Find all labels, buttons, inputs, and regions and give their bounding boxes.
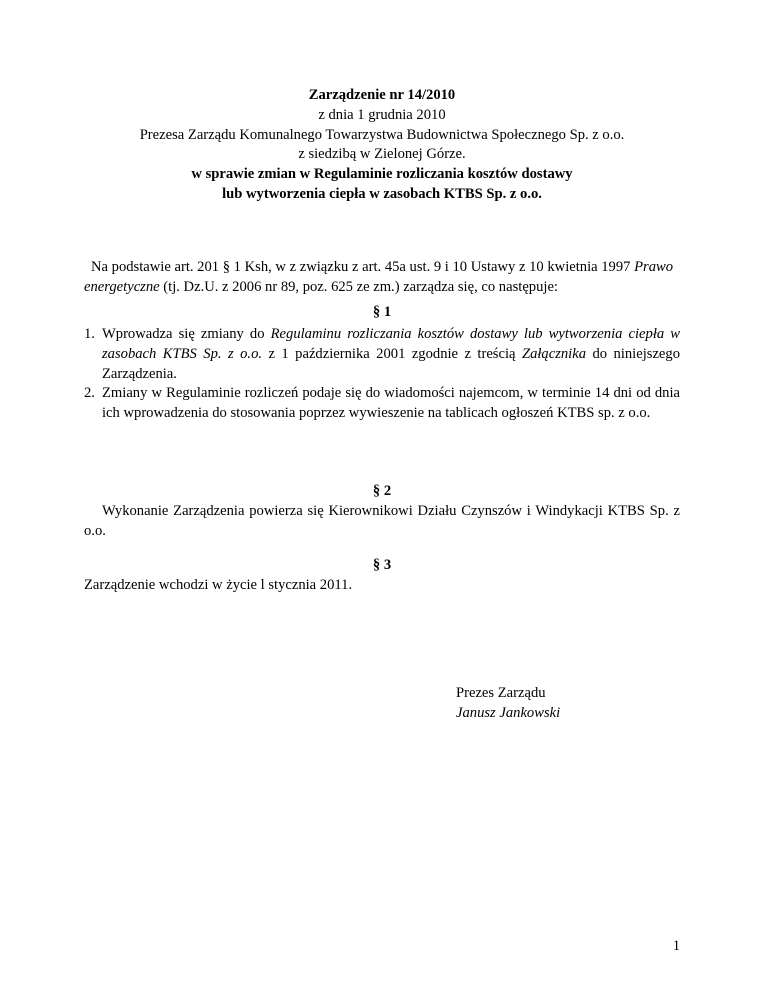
section-2-title: § 2 xyxy=(372,483,392,499)
section-3-text: Zarządzenie wchodzi w życie l stycznia 2011. xyxy=(84,577,353,593)
signature-name-text: Janusz Jankowski xyxy=(456,704,561,721)
document-date: z dnia 1 grudnia 2010 xyxy=(318,106,446,123)
section-3-title: § 3 xyxy=(372,557,392,573)
list-item-number: 2. xyxy=(84,385,95,402)
list-item xyxy=(84,384,680,424)
annex-reference: Załącznika xyxy=(521,345,587,362)
signature-name xyxy=(456,704,676,724)
preamble-text-2: (tj. Dz.U. z 2006 nr 89, poz. 625 ze zm.) zarządza się, co następuje: xyxy=(159,278,558,295)
list-item-number: 1. xyxy=(84,326,95,342)
item-1-text-a: Wprowadza się zmiany do xyxy=(102,326,271,342)
preamble-act-title: Prawo energetyczne xyxy=(84,259,674,295)
item-1-text-c: do niniejszego Zarządzenia. xyxy=(102,345,680,382)
page-number: 1 xyxy=(672,938,680,954)
section-1-list xyxy=(84,325,680,424)
signature-role: Prezes Zarządu xyxy=(456,685,546,701)
item-1-text-b: z 1 października 2001 zgodnie z treścią xyxy=(262,345,522,362)
signature-block xyxy=(456,684,676,724)
document-subject-line-1: w sprawie zmian w Regulaminie rozliczania kosztów dostawy xyxy=(191,166,573,183)
document-seat: z siedzibą w Zielonej Górze. xyxy=(298,146,466,163)
item-2-text: Zmiany w Regulaminie rozliczeń podaje się do wiadomości najemcom, w terminie 14 dni od dnia ich wprowadzenia do stosowania poprzez wywieszenie na tablicach ogłoszeń KTBS sp. z o.o. xyxy=(102,385,680,422)
section-1-title: § 1 xyxy=(372,304,392,320)
preamble xyxy=(84,258,680,298)
preamble-text-1: Na podstawie art. 201 § 1 Ksh, w z związku z art. 45a ust. 9 i 10 Ustawy z 10 kwietnia 1997 xyxy=(91,259,631,275)
regulation-title: Regulaminu rozliczania kosztów dostawy lub wytworzenia ciepła w zasobach KTBS Sp. z o.o. xyxy=(102,326,680,362)
document-subject-line-2: lub wytworzenia ciepła w zasobach KTBS Sp. z o.o. xyxy=(222,185,542,202)
section-2-text: Wykonanie Zarządzenia powierza się Kierownikowi Działu Czynszów i Windykacji KTBS Sp. z o.o. xyxy=(84,503,680,539)
document-title: Zarządzenie nr 14/2010 xyxy=(308,87,456,103)
list-item xyxy=(84,325,680,384)
document-header xyxy=(84,86,680,205)
document-issuer: Prezesa Zarządu Komunalnego Towarzystwa Budownictwa Społecznego Sp. z o.o. xyxy=(139,126,625,143)
